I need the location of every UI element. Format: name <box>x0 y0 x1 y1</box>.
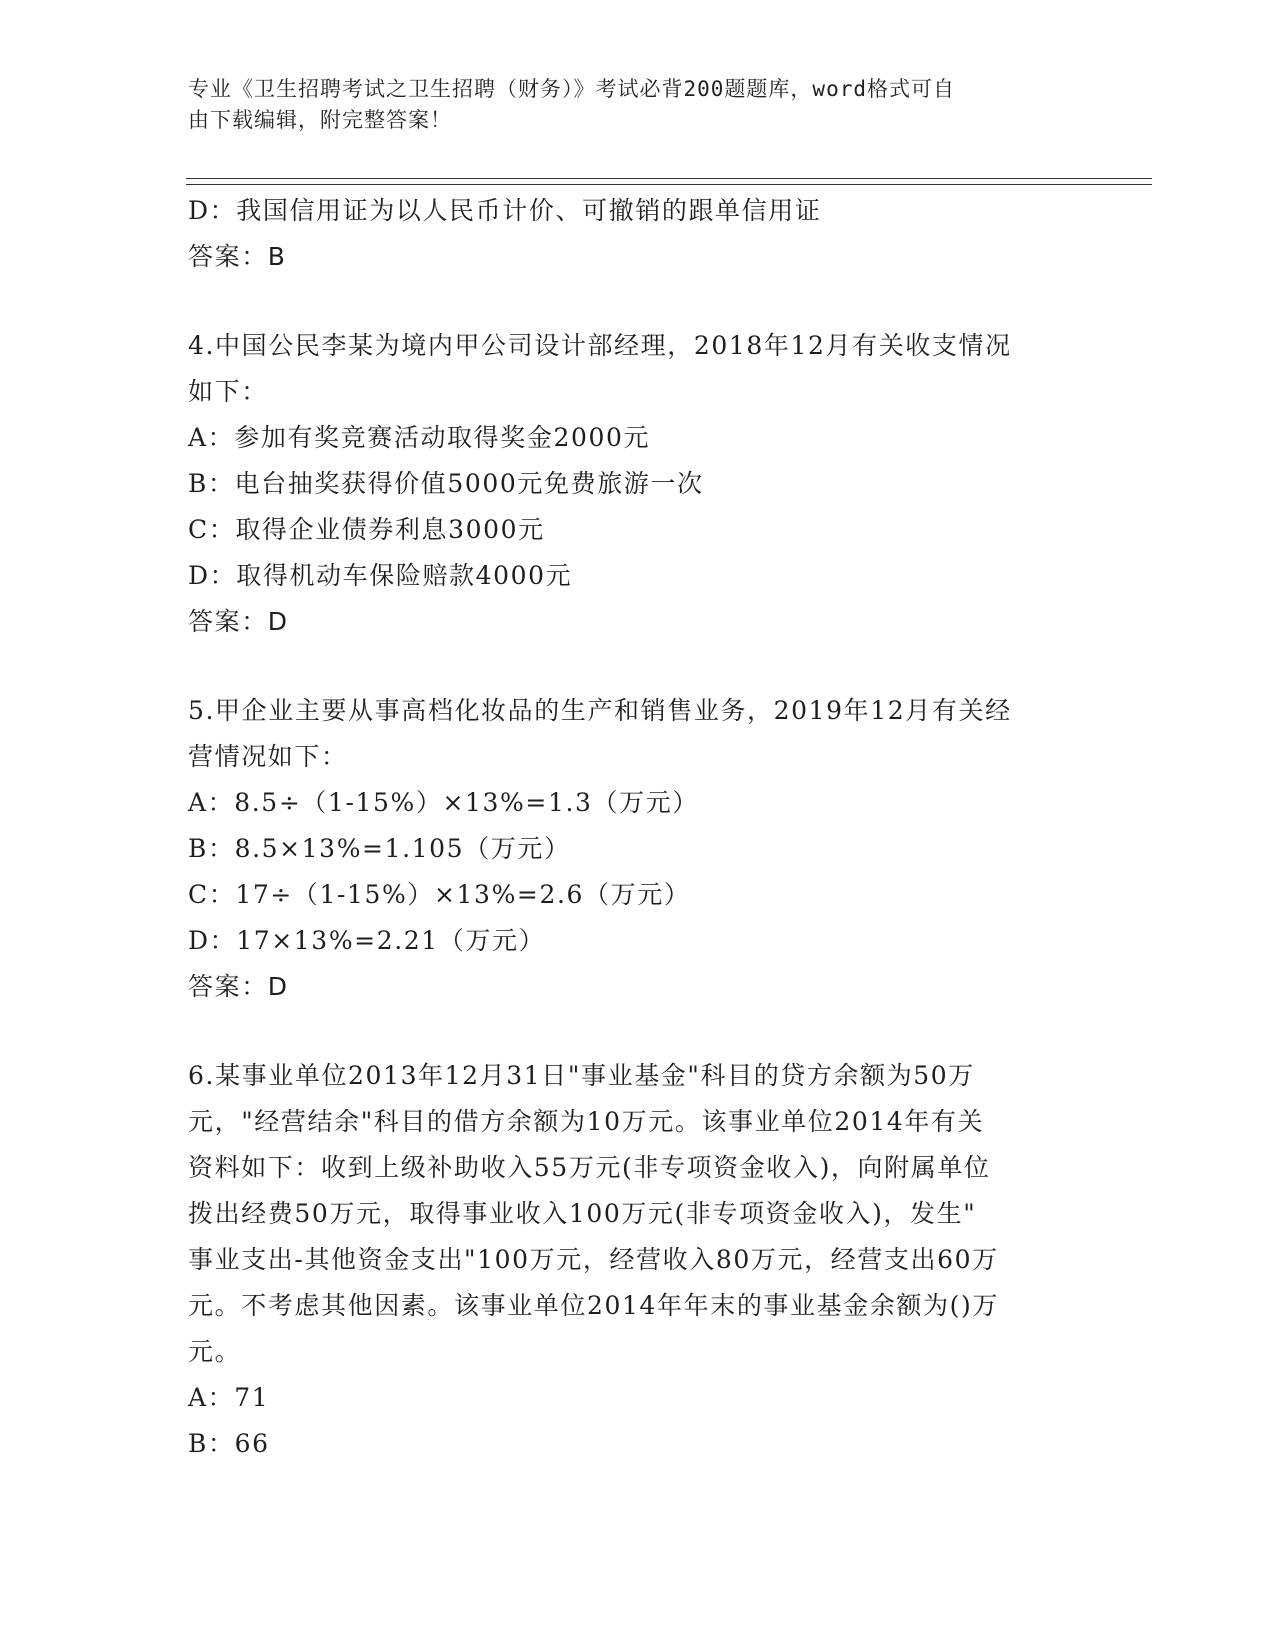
q6-stem-line: 6.某事业单位2013年12月31日"事业基金"科目的贷方余额为50万 <box>188 1061 975 1090</box>
q6-option-b: B：66 <box>188 1429 270 1458</box>
q6-stem-line: 元。不考虑其他因素。该事业单位2014年年末的事业基金余额为()万 <box>188 1291 999 1320</box>
q4-option-a: A：参加有奖竞赛活动取得奖金2000元 <box>188 423 651 452</box>
question-6 <box>188 1053 1088 1467</box>
q5-answer: 答案：D <box>188 972 289 1001</box>
q6-stem-line: 元，"经营结余"科目的借方余额为10万元。该事业单位2014年有关 <box>188 1107 985 1136</box>
q5-stem-line: 营情况如下： <box>188 742 348 771</box>
question-3-tail <box>188 188 1088 280</box>
q3-option-d: D：我国信用证为以人民币计价、可撤销的跟单信用证 <box>188 196 822 225</box>
header-line-1: 专业《卫生招聘考试之卫生招聘（财务）》考试必背200题题库，word格式可自 <box>188 77 955 101</box>
document-header <box>188 74 1068 136</box>
q4-stem-line: 如下： <box>188 377 268 406</box>
q6-stem-line: 拨出经费50万元，取得事业收入100万元(非专项资金收入)，发生" <box>188 1199 977 1228</box>
q4-stem-line: 4.中国公民李某为境内甲公司设计部经理，2018年12月有关收支情况 <box>188 331 1012 360</box>
q5-option-b: B：8.5×13%=1.105（万元） <box>188 834 571 863</box>
question-5 <box>188 688 1088 1010</box>
q6-stem-line: 事业支出-其他资金支出"100万元，经营收入80万元，经营支出60万 <box>188 1245 999 1274</box>
question-content <box>188 188 1088 1467</box>
q5-option-a: A：8.5÷（1-15%）×13%=1.3（万元） <box>188 788 699 817</box>
spacer <box>188 280 1088 323</box>
header-divider-bottom <box>186 184 1152 185</box>
q4-option-c: C：取得企业债券利息3000元 <box>188 515 545 544</box>
q4-option-b: B：电台抽奖获得价值5000元免费旅游一次 <box>188 469 704 498</box>
q4-answer: 答案：D <box>188 607 289 636</box>
q5-stem-line: 5.甲企业主要从事高档化妆品的生产和销售业务，2019年12月有关经 <box>188 696 1012 725</box>
q5-option-d: D：17×13%=2.21（万元） <box>188 926 546 955</box>
header-line-2: 由下载编辑，附完整答案！ <box>188 108 452 132</box>
q6-stem-line: 元。 <box>188 1337 242 1366</box>
header-divider-top <box>186 178 1152 179</box>
q5-option-c: C：17÷（1-15%）×13%=2.6（万元） <box>188 880 691 909</box>
question-4 <box>188 323 1088 645</box>
q6-option-a: A：71 <box>188 1383 270 1412</box>
q3-answer: 答案：B <box>188 242 287 271</box>
spacer <box>188 645 1088 688</box>
q6-stem-line: 资料如下：收到上级补助收入55万元(非专项资金收入)，向附属单位 <box>188 1153 991 1182</box>
q4-option-d: D：取得机动车保险赔款4000元 <box>188 561 573 590</box>
spacer <box>188 1010 1088 1053</box>
